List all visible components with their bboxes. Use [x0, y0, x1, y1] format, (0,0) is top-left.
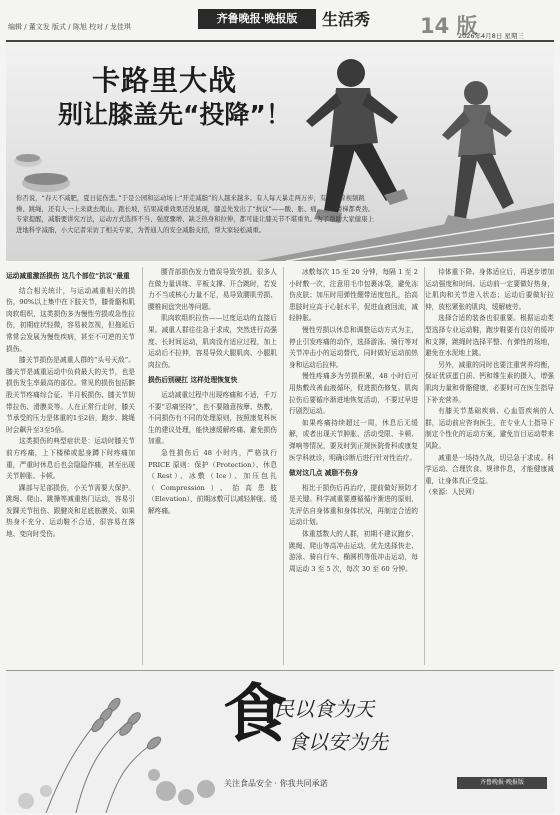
source-byline: （来源：人民网）	[425, 488, 479, 497]
paragraph: 体重基数大的人群，初期不建议跑步、跳绳、爬山等高冲击运动，优先选择快走、游泳、骑自行车、椭圆机等低冲击运动，每周运动 3 至 5 次，每次 30 至 60 分钟。	[289, 530, 418, 573]
ad-publisher-logo: 齐鲁晚报·晚报版	[457, 777, 547, 789]
paragraph: 相比于损伤后再治疗，提前做好预防才是关键。科学减重要遵循循序渐进的原则，先评估自身体重和身体状况，再制定合适的运动计划。	[289, 483, 418, 527]
column-divider	[283, 267, 284, 665]
paragraph: 肌肉软组织拉伤——过度运动的直接后果。减重人群往往急于求成，突然进行高强度、长时间运动，肌肉没有适应过程，加上运动后不拉伸，容易导致大腿肌肉、小腿肌肉拉伤。	[148, 314, 277, 369]
paragraph: 急性损伤后 48 小时内，严格执行 PRICE 原则：保护（Protection）、休息（Rest）、冰敷（Ice）、加压包扎（Compression）、抬高患肢（Elevation），前期冰敷可以减轻肿胀、缓解疼痛。	[148, 448, 277, 515]
paragraph: 选择合适的装备也很重要。根据运动类型选择专业运动鞋，跑步鞋要有良好的缓冲和支撑，跳绳时选择平整、有弹性的场地，避免在水泥地上跳。	[425, 314, 554, 358]
masthead-logo: 齐鲁晚报·晚报版	[198, 9, 316, 29]
paragraph: 腰背部损伤发力错误导致劳损。很多人在做力量训练、平板支撑、开合跳时，若发力不当或核心力量不足，易导致腰肌劳损、腰椎间盘突出等问题。	[148, 268, 277, 311]
article-deck: 你否说，“春天不减肥，夏日徒伤悲。”于是公园和运动场上“开走减脂”的人越来越多。有人每天暴走两万步，有人跟着视频跳操、跳绳，还有人一上来就去爬山、跑长坡，结果减重效果还没显现，膝盖先发出了“抗议”——酸、胀、痛，上下楼梯都费劲。专家提醒，减脂要讲究方法，运动方式选择不当、强度骤增、缺乏热身和拉伸，都可能让膝关节不堪重负。为了帮助大家健康上进地科学减脂，小大记者采访了相关专家，为普通人的安全减脂支招，帮大家轻松减重。	[16, 194, 375, 234]
paragraph: 冰敷每次 15 至 20 分钟，每隔 1 至 2 小时敷一次，注意用毛巾包裹冰袋，避免冻伤皮肤；加压时用弹性绷带适度包扎，抬高患肢时应高于心脏水平，促进血液回流，减轻肿胀。	[289, 268, 418, 323]
paragraph: 慢性劳损以休息和调整运动方式为主，停止引发疼痛的动作，选择游泳、骑行等对关节冲击小的运动替代，同时做好运动前热身和运动后拉伸。	[289, 325, 418, 369]
page-header	[0, 0, 560, 40]
article-column-2	[148, 267, 277, 665]
article-body	[6, 267, 554, 665]
section-subhead: 运动减重激活损伤 这几个部位“抗议”最重	[6, 272, 130, 280]
paragraph: 有膝关节基础疾病、心血管疾病的人群，运动前应咨询医生，在专业人士指导下制定个性化的运动方案，避免盲目运动带来风险。	[425, 407, 554, 450]
paragraph: 待体重下降、身体适应后，再逐步增加运动强度和时间。运动前一定要做好热身，让肌肉和关节进入状态；运动后要做好拉伸，放松紧张的肌肉，缓解疲劳。	[425, 268, 554, 311]
article-column-1	[6, 267, 135, 665]
issue-date: 2026年4月8日 星期三	[458, 32, 524, 40]
section-subhead: 损伤后别硬扛 这样处理恢复快	[148, 376, 238, 385]
article-column-4	[425, 267, 554, 665]
ad-large-character: 食	[223, 677, 287, 752]
editor-credits: 编辑 / 董文发 版式 / 陈旭 校对 / 龙佳琪	[8, 23, 131, 31]
paragraph: 膝关节损伤是减重人群的“头号天敌”。膝关节是减重运动中负荷最大的关节，也是损伤发生率最高的部位。常见的损伤包括髌股关节疼痛综合征、半月板损伤、膝关节韧带拉伤、滑膜炎等。人在正常行走时，膝关节承受的压力是体重的1至2倍，跑步、跳绳时会飙升至3至5倍。	[6, 356, 135, 434]
page-number: 14 版	[420, 14, 478, 38]
paragraph: 踝部与足部损伤，小关节需要大保护。跳绳、爬山、跳操等减重热门运动，容易引发踝关节扭伤、跟腱炎和足底筋膜炎。如果热身不充分、运动鞋不合适，很容易在落地、变向时受伤。	[6, 483, 135, 539]
paragraph: 运动减重过程中出现疼痛和不适，千万不要“忍痛坚持”，也不要随意按摩、热敷，不同损伤有不同的处理原则，按照康复科医生的建议处理，能快速缓解疼痛、避免损伤加重。	[148, 390, 277, 446]
article-column-3	[289, 267, 418, 665]
ad-motto-line-2: 食以安为先	[288, 730, 388, 754]
hero-section	[6, 43, 554, 261]
section-subhead: 做对这几点 减脂不伤身	[289, 469, 359, 478]
paragraph: 减重是一场持久战，切忌急于求成。科学运动、合理饮食、规律作息，才能健康减重，让身体真正受益。	[425, 453, 554, 485]
header-rule	[6, 40, 554, 42]
ad-slogan: 关注食品安全 · 你我共同承诺	[224, 779, 328, 788]
paragraph: 结合相关统计，与运动减重相关的损伤，90%以上集中在下肢关节，膝骨骼和肌肉软组织，这类损伤多为慢性劳损或急性拉伤，初期症状轻微，容易被忽视，但拖延后常常会发展为慢性疾病，甚至不可逆的关节损伤。	[6, 286, 135, 353]
paragraph: 慢性疼痛多为劳损积累，48 小时后可用热敷改善血液循环，促进损伤修复。肌肉拉伤后要循序渐进地恢复活动，不要过早进行剧烈运动。	[289, 372, 418, 416]
column-name: 生活秀	[322, 10, 371, 29]
column-divider	[142, 267, 143, 665]
headline-line-1: 卡路里大战	[92, 64, 238, 97]
ad-motto-line-1: 民以食为天	[274, 697, 374, 721]
paragraph: 如果疼痛持续超过一周，休息后无缓解，或者出现关节肿胀、活动受限、卡顿、弹响等情况，要及时到正规医院骨科或康复医学科就诊，明确诊断后进行针对性治疗。	[289, 418, 418, 462]
paragraph: 另外，减重的同时也要注重营养均衡，保证优质蛋白质、钙和维生素的摄入，增强肌肉力量和骨骼健康，必要时可在医生指导下补充营养。	[425, 360, 554, 404]
food-safety-ad	[6, 670, 554, 813]
headline-line-2: 别让膝盖先“投降”！	[58, 100, 291, 129]
paragraph: 这类损伤的典型症状是：运动时膝关节前方疼痛，上下楼梯或起身蹲下时疼痛加重，严重时休息后也会隐隐作痛，甚至出现关节肿胀、卡顿。	[6, 437, 135, 481]
